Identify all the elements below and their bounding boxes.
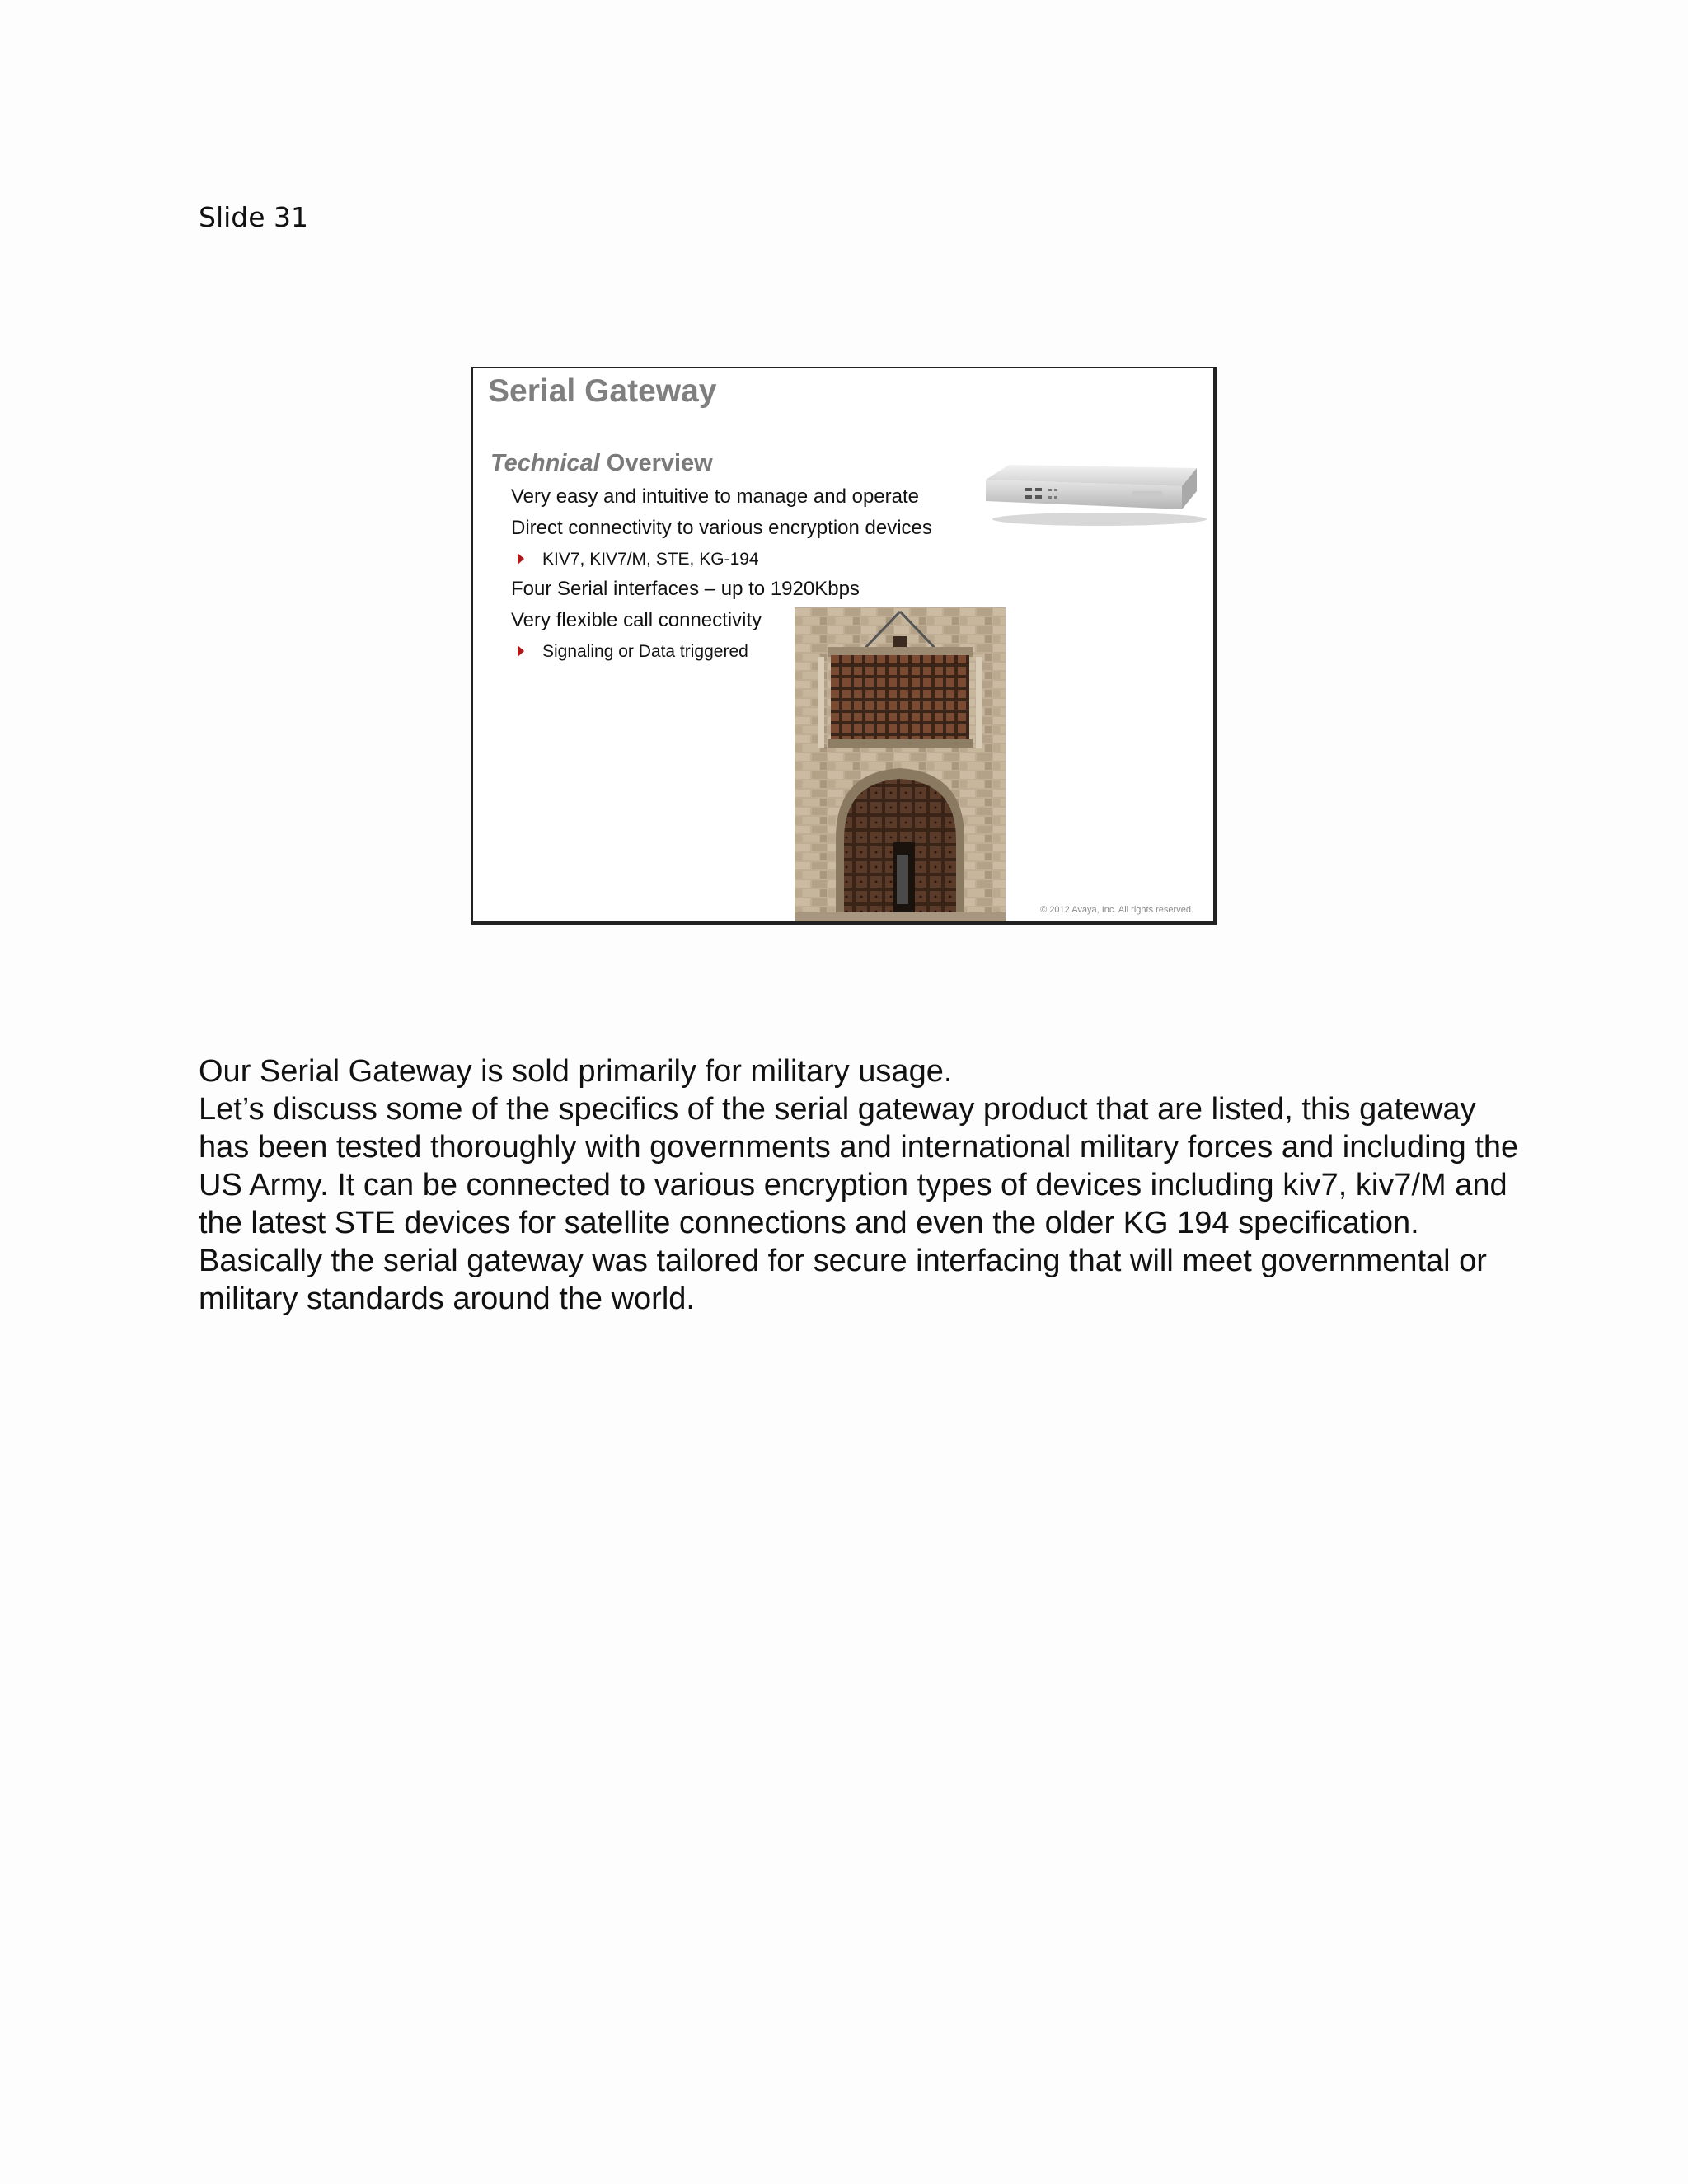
castle-gate-photo (795, 607, 1006, 925)
notes-intro-line: Our Serial Gateway is sold primarily for military usage. (199, 1054, 953, 1089)
subtitle-emphasis: Technical (490, 450, 600, 476)
bullet-item: Very easy and intuitive to manage and operate (511, 485, 919, 508)
arrow-bullet-icon (518, 553, 524, 565)
slide-subtitle (490, 450, 713, 477)
slide-title: Serial Gateway (488, 373, 717, 409)
sub-bullet-text: KIV7, KIV7/M, STE, KG-194 (542, 550, 759, 569)
sub-bullet-item (511, 546, 973, 576)
sub-bullet-text: Signaling or Data triggered (542, 642, 748, 661)
speaker-notes (199, 1052, 1534, 1318)
subtitle-text: Overview (599, 450, 713, 476)
bullet-item: Very flexible call connectivity (511, 609, 762, 631)
copyright-notice: © 2012 Avaya, Inc. All rights reserved. (1040, 905, 1193, 915)
notes-paragraph: Let’s discuss some of the specifics of the serial gateway product that are listed, this gateway has been tested thoroughly with governments and international military forces and including the US Army. It can be connected to various encryption types of devices including kiv7, kiv7/M and the latest STE devices for satellite connections and even the older KG 194 specification. Basically the serial gateway was tailored for secure interfacing that will meet governmental or military standards around the world. (199, 1092, 1519, 1316)
bullet-item: Four Serial interfaces – up to 1920Kbps (511, 578, 860, 600)
bullet-item: Direct connectivity to various encryption devices (511, 517, 932, 539)
serial-gateway-device-image (976, 455, 1207, 529)
slide-thumbnail (471, 367, 1217, 925)
slide-number-label: Slide 31 (199, 201, 309, 233)
arrow-bullet-icon (518, 645, 524, 657)
